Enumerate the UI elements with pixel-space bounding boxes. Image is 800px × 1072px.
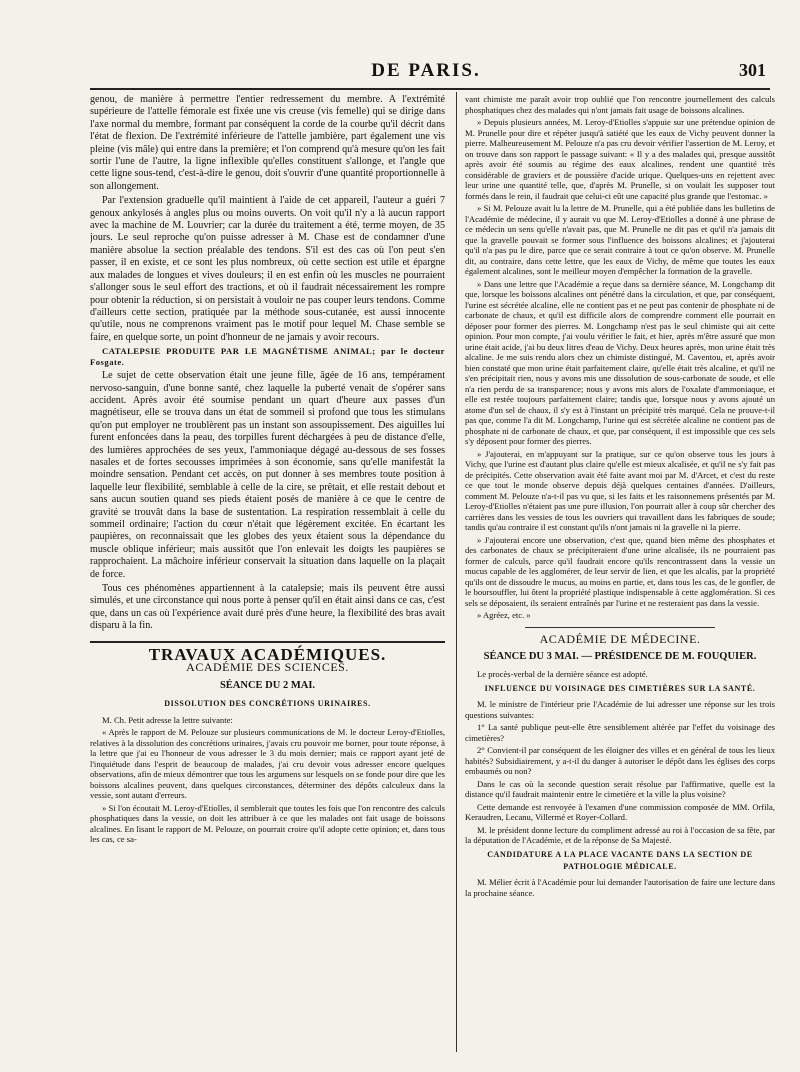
section-rule xyxy=(525,627,715,628)
section-title-catalepsie: CATALEPSIE PRODUITE PAR LE MAGNÉTISME ANIMAL; par le docteur Fosgate. xyxy=(90,346,445,368)
left-column xyxy=(90,94,445,1054)
heading-academie-sciences: ACADÉMIE DES SCIENCES. xyxy=(186,660,349,675)
paragraph: » J'ajouterai, en m'appuyant sur la pratique, sur ce qu'on observe tous les jours à Vichy, que l'urine est d'autant plus claire qu'elle est mieux alcalisée, et qu'il ne s'y fait pas de précipités. Cette observation avait été faite avant moi par M. d'Arcet, et c'est du reste ce que tout le monde observe depuis déjà quelques centaines d'années. D'ailleurs, comment M. Pelouze n'a-t-il pas vu que, si les faits et les raisonnemens présentés par M. Leroy-d'Etiolles n'étaient pas une pure illusion, l'on pourrait aller à coup sûr chercher des carrières dans les vessies de tous les ouvriers qui travaillent dans les fabriques de soude; tandis qu'au contraire il est constant qu'ils n'ont jamais ni la gravelle ni la pierre. xyxy=(465,448,775,532)
heading-cimetieres: INFLUENCE DU VOISINAGE DES CIMETIÈRES SUR LA SANTÉ. xyxy=(484,683,756,693)
paragraph: M. Mélier écrit à l'Académie pour lui demander l'autorisation de faire une lecture dans la prochaine séance. xyxy=(465,877,775,898)
heading-dissolution: DISSOLUTION DES CONCRÉTIONS URINAIRES. xyxy=(164,698,371,708)
paragraph: M. le ministre de l'intérieur prie l'Académie de lui adresser une réponse sur les trois questions suivantes: xyxy=(465,699,775,720)
paragraph: » Si l'on écoutait M. Leroy-d'Etiolles, il semblerait que toutes les fois que l'on rencontre des calculs phosphatiques dans la vessie, on doit les attribuer à ce que les malades ont fait usage de boissons alcalines. En lisant le rapport de M. Pelouze, on pourrait croire qu'il adopte cette opinion; et, dans tous les cas, ce sa- xyxy=(90,802,445,845)
heading-travaux-academiques: TRAVAUX ACADÉMIQUES. xyxy=(148,644,387,664)
heading-seance-3-mai: SÉANCE DU 3 MAI. — PRÉSIDENCE DE M. FOUQUIER. xyxy=(483,651,757,663)
paragraph: « Après le rapport de M. Pelouze sur plusieurs communications de M. le docteur Leroy-d'Etiolles, relatives à la dissolution des concrétions urinaires, j'avais cru pouvoir me borner, pour toute réponse, à la lettre que j'ai eu l'honneur de vous adresser le 3 du mois dernier; mais ce rapport ayant jeté de l'inquiétude dans l'esprit de beaucoup de malades, j'ai cru devoir vous adresser encore quelques observations, afin de mieux démontrer que tous les argumens sur lesquels on se fonde pour dire que les boissons alcalines peuvent, dans quelques circonstances, déterminer des dépôts calculeux dans la vessie, sont autant d'erreurs. xyxy=(90,727,445,801)
paragraph: M. Ch. Petit adresse la lettre suivante: xyxy=(102,714,233,725)
paragraph: 2° Convient-il par conséquent de les éloigner des villes et en général de tous les lieux habités? Subsidiairement, y a-t-il du danger à autoriser le dépôt dans les églises des corps embaumés ou non? xyxy=(465,745,775,777)
paragraph: » J'ajouterai encore une observation, c'est que, quand bien même des phosphates et des carbonates de chaux se précipiteraient d'une urine alcalisée, ils ne pourraient pas former de calculs, parce qu'il faudrait encore qu'ils rencontrassent dans la vessie un mucus capable de les agglomérer, de leur servir de lien, et que les alcalis, par la propriété qu'ils ont de dissoudre le mucus, au moins en partie, et, dans tous les cas, de le gonfler, de le boursouffler, lui ôtent la propriété plastique indispensable à cette agglomération. Si ces sels se déposaient, ils seraient entraînés par l'urine et ne resteraient pas dans la vessie. xyxy=(465,534,775,608)
paragraph: 1° La santé publique peut-elle être sensiblement altérée par l'effet du voisinage des cimetières? xyxy=(465,722,775,743)
paragraph: Dans le cas où la seconde question serait résolue par l'affirmative, quelle est la distance qu'il faudrait maintenir entre le cimetière et la ville la plus voisine? xyxy=(465,778,775,800)
right-column xyxy=(465,94,775,1054)
page-header xyxy=(80,60,772,86)
column-rule xyxy=(456,92,457,1052)
header-rule xyxy=(90,88,770,90)
paragraph: » Dans une lettre que l'Académie a reçue dans sa dernière séance, M. Longchamp dit que, lorsque les boissons alcalines ont pénétré dans la circulation, et que, par conséquent, l'urine est sécrétée alcaline, elle ne contient pas et ne peut pas contenir de phosphate ni de carbonate de chaux, et qu'il est difficile alors de comprendre comment elle pourrait en déposer pour former des pierres. M. Longchamp n'est pas le seul chimiste qui ait cette opinion. Pour mon compte, j'ai voulu vérifier le fait, et hier, après m'être assuré que mon urine était acide, j'ai bu deux litres d'eau de Vichy. Deux heures après, mon urine était très alcaline. Je me suis rendu alors chez un chimiste distingué, M. Caventou, et, après avoir bien constaté que mon urine était parfaitement claire, qu'elle était très alcaline, et qu'il ne s'en précipitait rien, nous y avons mis une dissolution de sous-carbonate de soude, et elle n'a rien perdu de sa transparence; nous y avons mis alors de l'oxalate d'ammoniaque, et elle est restée toujours parfaitement claire; tandis que, lorsque nous y avons ajouté un atome d'un sel de chaux, il s'y est à l'instant un précipité très marqué. Cela ne prouve-t-il pas que, comme l'a dit M. Longchamp, l'urine qui est sécrétée alcaline ne contient pas de phosphate ni de carbonate de chaux, et que, par conséquent, il est impossible que ces sels s'y déposent pour former des pierres. xyxy=(465,278,775,446)
paragraph: genou, de manière à permettre l'entier redressement du membre. A l'extrémité supérieure de l'attelle fémorale est fixée une vis creuse (vis femelle) qui se dirige dans l'axe normal du membre, formant par conséquent la corde de la courbe qu'il décrit dans l'état de flexion. De l'extrémité inférieure de l'attelle jambière, part également une vis pleine (vis mâle) qui entre dans la première; et l'on comprend qu'à mesure qu'on les fait sortir l'une de l'autre, la ligne inflexible qu'elles constituent s'allonge, et l'angle que cette ligne sous-tend, c'est-à-dire le genou, doit s'ouvrir d'une quantité proportionnelle à son allongement. xyxy=(90,94,445,192)
paragraph: » Agréez, etc. » xyxy=(477,610,531,620)
running-title: DE PARIS. xyxy=(371,60,481,81)
paragraph: vant chimiste me paraît avoir trop oublié que l'on rencontre journellement des calculs phosphatiques chez des malades qui n'ont jamais fait usage de boissons alcalines. xyxy=(465,94,775,115)
paragraph: Le sujet de cette observation était une jeune fille, âgée de 16 ans, tempérament nervoso-sanguin, d'une bonne santé, chez laquelle la puberté venait de s'opérer sans accident. Après avoir été soumise pendant un quart d'heure aux passes d'un magnétiseur, elle se trouva dans un état de sommeil si profond que tous les stimulans qu'on put employer ne troublèrent pas un instant son assoupissement. Des aiguilles lui furent enfoncées dans la peau, des torpilles furent déchargées à peu de distance d'elle, des lumières approchées de ses yeux, l'ammoniaque dégagé au-dessous de ses fosses nasales et de fortes secousses imprimées à son économie, sans qu'elle manifestât la moindre sensation. Pendant cet accès, on put donner à ses membres toute position à laquelle leur flexibilité, semblable à celle de la cire, se prêtait, et elle restait debout et sans aucun soutien quand ses pieds étaient posés de manière à ce que le centre de gravité se trouvât dans la base de sustentation. La respiration ressemblait à celle du sommeil ordinaire; l'action du cœur n'était que légèrement excitée. En écartant les paupières, on reconnaissait que les globes des yeux étaient sous la dépendance du muscle oblique inférieur; mais aussitôt que l'on enlevait les doigts les paupières se rapprochaient. La mâchoire inférieur conservait la situation dans laquelle on la plaçait de force. xyxy=(90,370,445,580)
paragraph: » Si M. Pelouze avait lu la lettre de M. Prunelle, qui a été publiée dans les bulletins de l'Académie de médecine, il y aurait vu que M. Leroy-d'Etiolles a donné à une phrase de ce médecin un sens qu'elle n'avait pas, que M. Prunelle ne dit pas et qu'il n'a jamais dit que la gravelle pouvait se former sous l'influence des boissons alcalines; et j'ajouterai qu'il n'a pas pu le dire, parce que ce serait contraire à tout ce qu'on observe. M. Prunelle dit, au contraire, dans cette lettre, que les eaux de Vichy, de même que toutes les eaux également alcalines, sont le meilleur moyen d'empêcher la formation de la gravelle. xyxy=(465,203,775,276)
paragraph: » Depuis plusieurs années, M. Leroy-d'Etiolles s'appuie sur une prétendue opinion de M. Prunelle pour dire et répéter jusqu'à satiété que les eaux de Vichy peuvent donner la pierre. Malheureusement M. Pelouze n'a pas cru devoir vérifier l'assertion de M. Leroy, et on trouve dans son rapport le passage suivant: « Il y a des malades qui, presque aussitôt après avoir été soumis au régime des eaux alcalines, rendent une quantité très considérable de graviers et de poussière d'acide urique. Quelques-uns en rejettent avec leur urine une quantité telle, que, d'après M. Prunelle, si on voulait les supposer tout formés dans le rein, il faudrait que celui-ci eût une capacité plus grande que l'estomac. » xyxy=(465,117,775,201)
paragraph: Tous ces phénomènes appartiennent à la catalepsie; mais ils peuvent être aussi simulés, et une circonstance qui nous porte à penser qu'il en était ainsi dans ce cas, c'est que, dans un cas où l'expérience avait duré près d'une heure, la flexibilité des bras avait disparu à la fin. xyxy=(90,583,445,632)
section-rule xyxy=(90,641,445,643)
paragraph: M. le président donne lecture du compliment adressé au roi à l'occasion de sa fête, par la députation de l'Académie, et de la réponse de Sa Majesté. xyxy=(465,824,775,846)
heading-candidature: CANDIDATURE A LA PLACE VACANTE DANS LA SECTION DE PATHOLOGIE MÉDICALE. xyxy=(487,849,753,871)
heading-seance-2-mai: SÉANCE DU 2 MAI. xyxy=(219,680,316,692)
paragraph: Par l'extension graduelle qu'il maintient à l'aide de cet appareil, l'auteur a guéri 7 genoux ankylosés à angles plus ou moins ouverts. On voit qu'il n'y a là aucun rapport avec la machine de M. Louvrier; car la durée du traitement a été, terme moyen, de 35 jours. Le seul reproche qu'on puisse adresser à M. Chase est de condamner d'une manière absolue la section préalable des tendons. S'il est des cas où l'on peut s'en passer, il en existe, et ce sont les plus nombreux, où cette section est utile et épargne aux malades de longues et vives douleurs; il en est enfin où les muscles ne pourraient s'allonger sous le seul effort des tractions, et où il faudrait nécessairement les rompre pour obtenir la réduction, si on persistait à vouloir ne pas couper leurs tendons. Comme d'ailleurs cette section, pratiquée par la méthode sous-cutanée, est aussi innocente qu'utile, nous ne comprenons vraiment pas le motif pour lequel M. Chase semble se faire, en quelque sorte, un point d'honneur de ne jamais y avoir recours. xyxy=(90,195,445,343)
paragraph: Le procès-verbal de la dernière séance est adopté. xyxy=(477,669,648,679)
paragraph: Cette demande est renvoyée à l'examen d'une commission composée de MM. Orfila, Keraudren, Lecanu, Villermé et Royer-Collard. xyxy=(465,801,775,823)
heading-academie-medecine: ACADÉMIE DE MÉDECINE. xyxy=(539,631,701,646)
page-number: 301 xyxy=(739,60,766,80)
